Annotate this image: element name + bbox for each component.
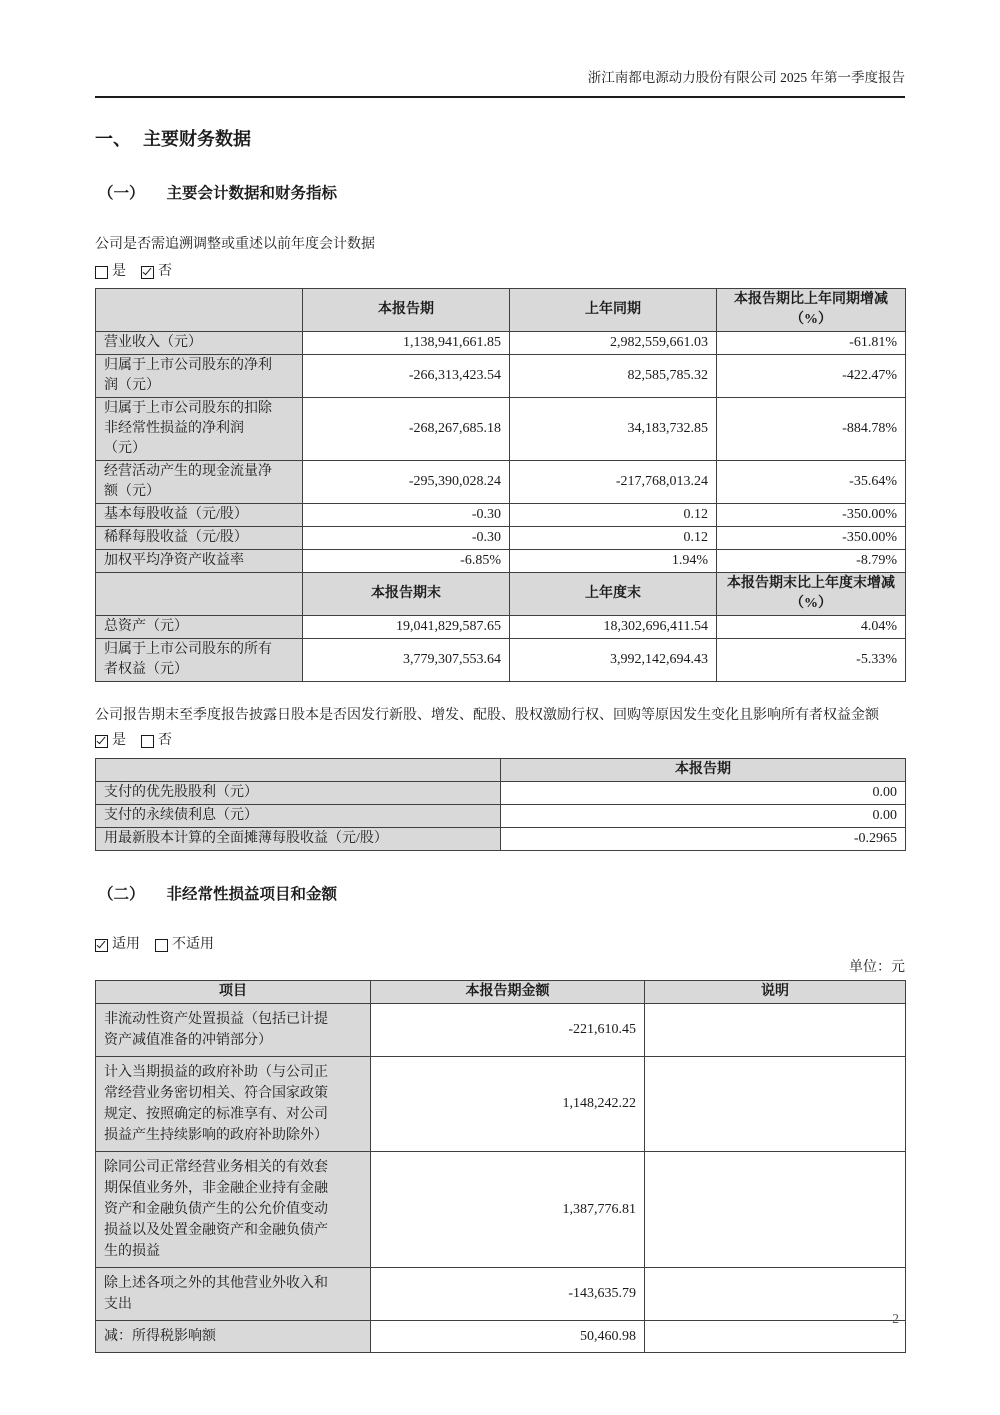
checkbox-unchecked-icon — [155, 939, 168, 952]
table-row — [96, 527, 906, 550]
table-header-row — [96, 573, 906, 616]
row-label: 归属于上市公司股东的所有者权益（元） — [96, 639, 303, 682]
row-label: 加权平均净资产收益率 — [96, 550, 303, 573]
table-row — [96, 398, 906, 461]
table-row — [96, 1321, 906, 1353]
value-amount: 1,148,242.22 — [371, 1057, 645, 1152]
value-note — [645, 1152, 906, 1268]
section-two-number: （二） — [98, 886, 145, 903]
equity-yes-option — [95, 731, 126, 751]
table-header-row — [96, 289, 906, 332]
value-note — [645, 1004, 906, 1057]
value-current: -295,390,028.24 — [303, 461, 510, 504]
value-prior: 18,302,696,411.54 — [510, 616, 717, 639]
row-label: 支付的优先股股利（元） — [96, 782, 501, 805]
header-change-end — [717, 573, 906, 616]
restate-yes-option — [95, 262, 126, 282]
table-row — [96, 504, 906, 527]
restate-no-label: 否 — [158, 264, 172, 279]
checkbox-checked-icon — [95, 735, 108, 748]
value-prior: 82,585,785.32 — [510, 355, 717, 398]
table-row — [96, 1004, 906, 1057]
table-header-row — [96, 981, 906, 1004]
header-amount: 本报告期金额 — [371, 981, 645, 1004]
unit-label: 单位：元 — [849, 960, 905, 975]
doc-header-title: 浙江南都电源动力股份有限公司 2025 年第一季度报告 — [95, 68, 905, 98]
value-prior: 34,183,732.85 — [510, 398, 717, 461]
row-label: 稀释每股收益（元/股） — [96, 527, 303, 550]
restate-question: 公司是否需追溯调整或重述以前年度会计数据 — [95, 237, 375, 252]
blank-header-cell — [96, 289, 303, 332]
restate-yes-label: 是 — [112, 264, 126, 279]
value-amount: -143,635.79 — [371, 1268, 645, 1321]
equity-no-option — [141, 731, 172, 751]
checkbox-unchecked-icon — [141, 735, 154, 748]
value-current: 0.00 — [501, 782, 906, 805]
table-row — [96, 782, 906, 805]
row-label: 归属于上市公司股东的扣除非经常性损益的净利润（元） — [96, 398, 303, 461]
value-current: -0.2965 — [501, 828, 906, 851]
value-note — [645, 1057, 906, 1152]
table-row — [96, 805, 906, 828]
blank-header-cell — [96, 573, 303, 616]
table-row — [96, 550, 906, 573]
table-header-row — [96, 759, 906, 782]
value-change: -35.64% — [717, 461, 906, 504]
row-label: 总资产（元） — [96, 616, 303, 639]
restate-no-option — [141, 262, 172, 282]
table-row — [96, 461, 906, 504]
value-current: -0.30 — [303, 527, 510, 550]
value-current: 0.00 — [501, 805, 906, 828]
table-row — [96, 639, 906, 682]
key-financials-table — [95, 288, 906, 682]
row-label: 归属于上市公司股东的净利润（元） — [96, 355, 303, 398]
table-row — [96, 828, 906, 851]
header-change-line1: 本报告期末比上年度末增减 — [727, 576, 895, 591]
table-row — [96, 1152, 906, 1268]
value-change: -884.78% — [717, 398, 906, 461]
not-applicable-option — [155, 935, 214, 955]
page-number: 2 — [892, 1311, 899, 1326]
row-label: 营业收入（元） — [96, 332, 303, 355]
value-change: -350.00% — [717, 504, 906, 527]
value-current: -6.85% — [303, 550, 510, 573]
header-current-end: 本报告期末 — [303, 573, 510, 616]
restate-checkbox-row — [95, 262, 905, 282]
header-change-period — [717, 289, 906, 332]
header-change-line2: （%） — [790, 312, 832, 327]
row-label: 除上述各项之外的其他营业外收入和支出 — [96, 1268, 371, 1321]
value-change: -5.33% — [717, 639, 906, 682]
section-one-number: （一） — [98, 185, 145, 202]
section-two-heading — [98, 884, 905, 905]
value-amount: 1,387,776.81 — [371, 1152, 645, 1268]
value-amount: 50,460.98 — [371, 1321, 645, 1353]
value-current: -266,313,423.54 — [303, 355, 510, 398]
header-change-line1: 本报告期比上年同期增减 — [734, 292, 888, 307]
section-main-title: 主要财务数据 — [143, 129, 251, 149]
equity-change-question: 公司报告期末至季度报告披露日股本是否因发行新股、增发、配股、股权激励行权、回购等原因发生变化且影响所有者权益金额 — [95, 708, 879, 723]
equity-change-checkbox-row — [95, 731, 905, 751]
section-two-title: 非经常性损益项目和金额 — [166, 886, 338, 903]
value-note — [645, 1321, 906, 1353]
table-row — [96, 355, 906, 398]
row-label: 非流动性资产处置损益（包括已计提资产减值准备的冲销部分） — [96, 1004, 371, 1057]
applicable-checkbox-row — [95, 935, 905, 955]
value-prior: 2,982,559,661.03 — [510, 332, 717, 355]
table-row — [96, 332, 906, 355]
applicable-label: 适用 — [112, 937, 140, 952]
value-prior: -217,768,013.24 — [510, 461, 717, 504]
section-one-heading — [98, 183, 905, 204]
header-current-period: 本报告期 — [303, 289, 510, 332]
table-row — [96, 1268, 906, 1321]
header-prior-period: 上年同期 — [510, 289, 717, 332]
value-prior: 0.12 — [510, 527, 717, 550]
value-prior: 0.12 — [510, 504, 717, 527]
header-note: 说明 — [645, 981, 906, 1004]
section-one-title: 主要会计数据和财务指标 — [166, 185, 338, 202]
value-current: 3,779,307,553.64 — [303, 639, 510, 682]
value-change: -61.81% — [717, 332, 906, 355]
equity-yes-label: 是 — [112, 733, 126, 748]
row-label: 用最新股本计算的全面摊薄每股收益（元/股） — [96, 828, 501, 851]
value-amount: -221,610.45 — [371, 1004, 645, 1057]
value-change: -8.79% — [717, 550, 906, 573]
section-main-number: 一、 — [95, 129, 131, 149]
value-current: 1,138,941,661.85 — [303, 332, 510, 355]
row-label: 基本每股收益（元/股） — [96, 504, 303, 527]
row-label: 除同公司正常经营业务相关的有效套期保值业务外，非金融企业持有金融资产和金融负债产生的公允价值变动损益以及处置金融资产和金融负债产生的损益 — [96, 1152, 371, 1268]
header-current-period: 本报告期 — [501, 759, 906, 782]
non-recurring-items-table — [95, 980, 906, 1353]
value-prior: 1.94% — [510, 550, 717, 573]
checkbox-unchecked-icon — [95, 266, 108, 279]
checkbox-checked-icon — [141, 266, 154, 279]
value-prior: 3,992,142,694.43 — [510, 639, 717, 682]
value-change: 4.04% — [717, 616, 906, 639]
header-prior-end: 上年度末 — [510, 573, 717, 616]
section-main-heading — [95, 127, 905, 151]
table-row — [96, 616, 906, 639]
row-label: 经营活动产生的现金流量净额（元） — [96, 461, 303, 504]
equity-no-label: 否 — [158, 733, 172, 748]
checkbox-checked-icon — [95, 939, 108, 952]
row-label: 支付的永续债利息（元） — [96, 805, 501, 828]
equity-items-table — [95, 758, 906, 851]
row-label: 减：所得税影响额 — [96, 1321, 371, 1353]
value-change: -350.00% — [717, 527, 906, 550]
not-applicable-label: 不适用 — [172, 937, 214, 952]
header-change-line2: （%） — [790, 596, 832, 611]
blank-header-cell — [96, 759, 501, 782]
table-row — [96, 1057, 906, 1152]
applicable-option — [95, 935, 140, 955]
row-label: 计入当期损益的政府补助（与公司正常经营业务密切相关、符合国家政策规定、按照确定的标准享有、对公司损益产生持续影响的政府补助除外） — [96, 1057, 371, 1152]
value-current: -0.30 — [303, 504, 510, 527]
value-current: -268,267,685.18 — [303, 398, 510, 461]
value-change: -422.47% — [717, 355, 906, 398]
value-note — [645, 1268, 906, 1321]
header-item: 项目 — [96, 981, 371, 1004]
value-current: 19,041,829,587.65 — [303, 616, 510, 639]
